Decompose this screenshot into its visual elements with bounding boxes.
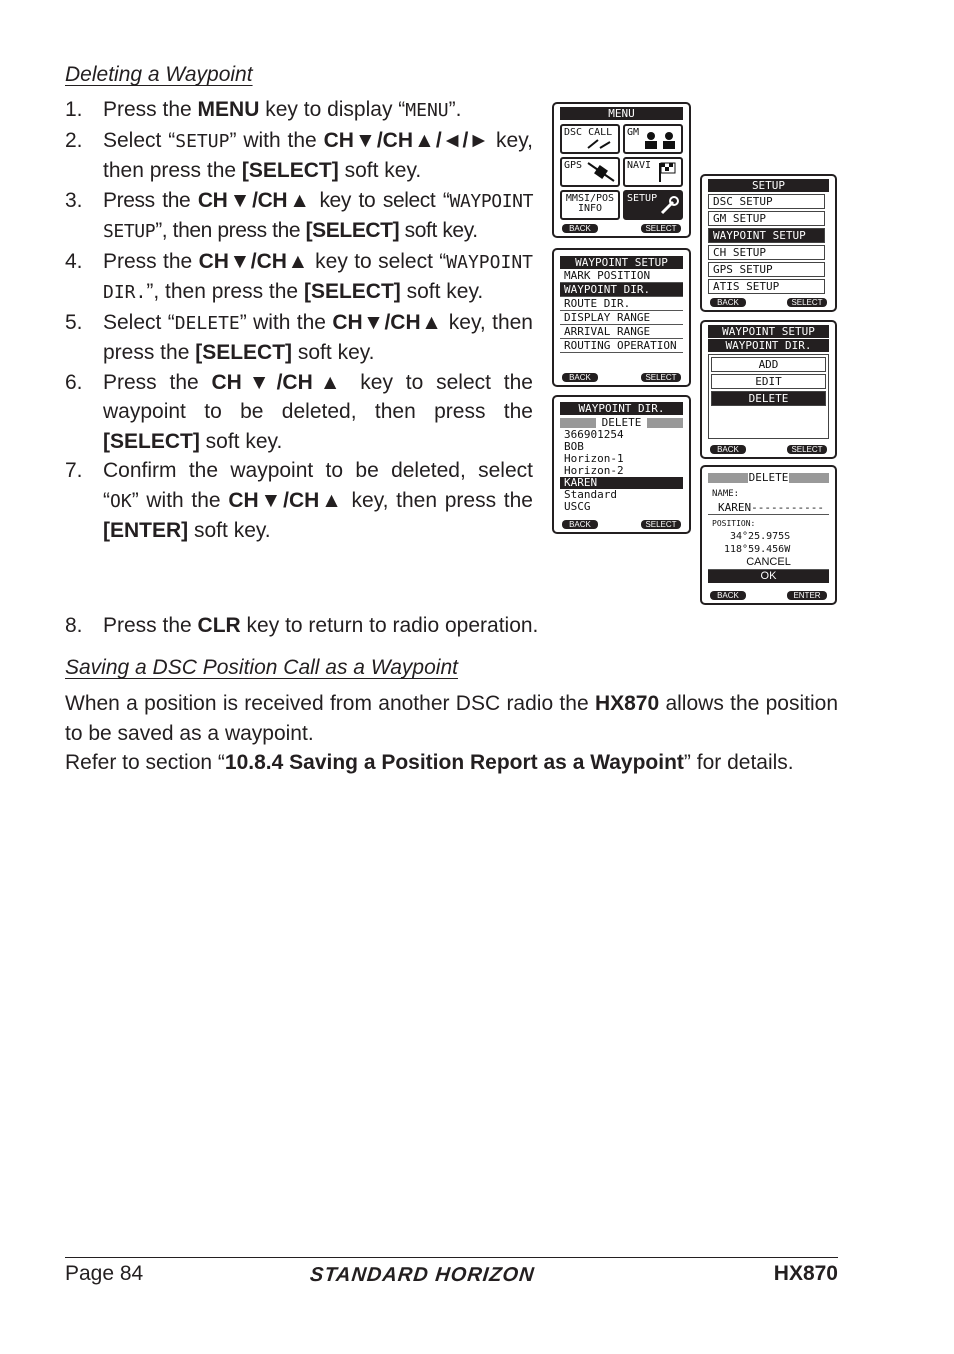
wp-item-dir: WAYPOINT DIR. — [560, 283, 683, 297]
setup-item-atis: ATIS SETUP — [708, 279, 825, 294]
wp-item-mark: MARK POSITION — [560, 269, 683, 283]
delete-list-title: WAYPOINT DIR. — [560, 402, 683, 415]
page-number: Page 84 — [65, 1262, 144, 1285]
lcd-waypoint-dir-screen — [700, 320, 837, 459]
confirm-title: DELETE — [748, 471, 789, 484]
confirm-ok-option: OK — [708, 570, 829, 583]
delete-list-subtitle: DELETE — [601, 416, 642, 429]
step-6: 6. Press the CH▼/CH▲ key to select the waypoint to be deleted, then press the [SELECT] soft key. — [65, 370, 533, 453]
tile-navi: NAVI — [623, 157, 683, 187]
step-2: 2. Select “SETUP” with the CH▼/CH▲/◄/► key, then press the [SELECT] soft key. — [65, 128, 533, 182]
lcd-setup-screen — [700, 174, 837, 312]
softkey-select[interactable]: SELECT — [641, 520, 681, 529]
setup-item-gps: GPS SETUP — [708, 262, 825, 277]
lcd-waypoint-setup-screen — [552, 248, 691, 387]
satellite-icon — [586, 161, 616, 183]
wp-item-arrival: ARRIVAL RANGE — [560, 325, 683, 339]
brand-logo: STANDARD HORIZON — [308, 1264, 536, 1286]
step-8: 8. Press the CLR key to return to radio operation. — [65, 614, 539, 637]
setup-title: SETUP — [708, 179, 829, 192]
waypoint-dir-title2: WAYPOINT DIR. — [708, 339, 829, 352]
setup-item-waypoint: WAYPOINT SETUP — [708, 228, 825, 243]
delete-item: BOB — [564, 440, 584, 453]
tile-gps: GPS — [560, 157, 620, 187]
wp-item-routing: ROUTING OPERATION — [560, 339, 683, 353]
confirm-bar-left — [708, 473, 748, 483]
wp-item-display: DISPLAY RANGE — [560, 311, 683, 325]
option-delete: DELETE — [711, 391, 826, 406]
step-3: 3. Press the CH▼/CH▲ key to select “WAYPOINT SETUP”, then press the [SELECT] soft key. — [65, 188, 534, 242]
wp-item-route: ROUTE DIR. — [560, 297, 683, 311]
softkey-select[interactable]: SELECT — [641, 224, 681, 233]
confirm-latitude: 34°25.975S — [730, 531, 791, 542]
tile-setup: SETUP — [623, 190, 683, 220]
waypoint-setup-title: WAYPOINT SETUP — [560, 256, 683, 269]
group-icon — [641, 130, 679, 150]
confirm-longitude: 118°59.456W — [724, 544, 791, 555]
softkey-select[interactable]: SELECT — [787, 298, 827, 307]
delete-bar-right — [647, 418, 683, 428]
step-8-container — [65, 611, 838, 641]
setup-item-gm: GM SETUP — [708, 211, 825, 226]
softkey-select[interactable]: SELECT — [787, 445, 827, 454]
softkey-back[interactable]: BACK — [562, 373, 598, 382]
paragraph-refer-section: Refer to section “10.8.4 Saving a Position Report as a Waypoint” for details. — [65, 751, 794, 774]
wrench-icon — [659, 196, 679, 216]
delete-item: 366901254 — [564, 428, 624, 441]
confirm-name-value: KAREN----------- — [708, 501, 829, 515]
waypoint-dir-title1: WAYPOINT SETUP — [708, 325, 829, 338]
tile-gm: GM — [623, 124, 683, 154]
delete-item: Horizon-1 — [564, 452, 624, 465]
model-name: HX870 — [773, 1262, 838, 1285]
delete-item: Standard — [564, 488, 617, 501]
checkered-flag-icon — [657, 161, 679, 183]
delete-item: Horizon-2 — [564, 464, 624, 477]
section-heading-deleting-waypoint: Deleting a Waypoint — [65, 63, 253, 86]
paragraph-position-saving: When a position is received from another DSC radio the HX870 allows the position to be saved as a waypoint. — [65, 692, 838, 745]
confirm-cancel-option: CANCEL — [708, 556, 829, 570]
softkey-select[interactable]: SELECT — [641, 373, 681, 382]
tile-dsc-call: DSC CALL — [560, 124, 620, 154]
lcd-menu-screen — [552, 102, 691, 238]
setup-item-dsc: DSC SETUP — [708, 194, 825, 209]
confirm-bar-right — [789, 473, 829, 483]
setup-item-ch: CH SETUP — [708, 245, 825, 260]
delete-item-selected: KAREN — [560, 477, 683, 489]
delete-item: USCG — [564, 500, 591, 513]
option-add: ADD — [711, 357, 826, 372]
step-7: 7. Confirm the waypoint to be deleted, select “OK” with the CH▼/CH▲ key, then press the [ENTER] soft key. — [65, 459, 533, 542]
step-1: 1. Press the MENU key to display “MENU”. — [65, 98, 462, 121]
softkey-back[interactable]: BACK — [562, 224, 598, 233]
softkey-back[interactable]: BACK — [562, 520, 598, 529]
steps-list — [65, 95, 533, 546]
lcd-delete-confirm-screen — [700, 465, 837, 605]
section-heading-saving-dsc-position: Saving a DSC Position Call as a Waypoint — [65, 656, 458, 679]
dsc-call-icon — [586, 138, 616, 150]
delete-bar-left — [560, 418, 596, 428]
tile-mmsi-pos-info: MMSI/POS INFO — [560, 190, 620, 220]
confirm-pos-label: POSITION: — [712, 519, 756, 528]
menu-title: MENU — [560, 107, 683, 120]
option-edit: EDIT — [711, 374, 826, 389]
softkey-back[interactable]: BACK — [710, 591, 746, 600]
footer-rule — [65, 1257, 838, 1258]
confirm-name-label: NAME: — [712, 489, 740, 499]
softkey-back[interactable]: BACK — [710, 445, 746, 454]
waypoint-dir-options — [708, 354, 829, 439]
softkey-enter[interactable]: ENTER — [787, 591, 827, 600]
lcd-delete-list-screen — [552, 395, 691, 534]
softkey-back[interactable]: BACK — [710, 298, 746, 307]
step-4: 4. Press the CH▼/CH▲ key to select “WAYPOINT DIR.”, then press the [SELECT] soft key. — [65, 249, 533, 303]
step-5: 5. Select “DELETE” with the CH▼/CH▲ key, then press the [SELECT] soft key. — [65, 310, 533, 364]
